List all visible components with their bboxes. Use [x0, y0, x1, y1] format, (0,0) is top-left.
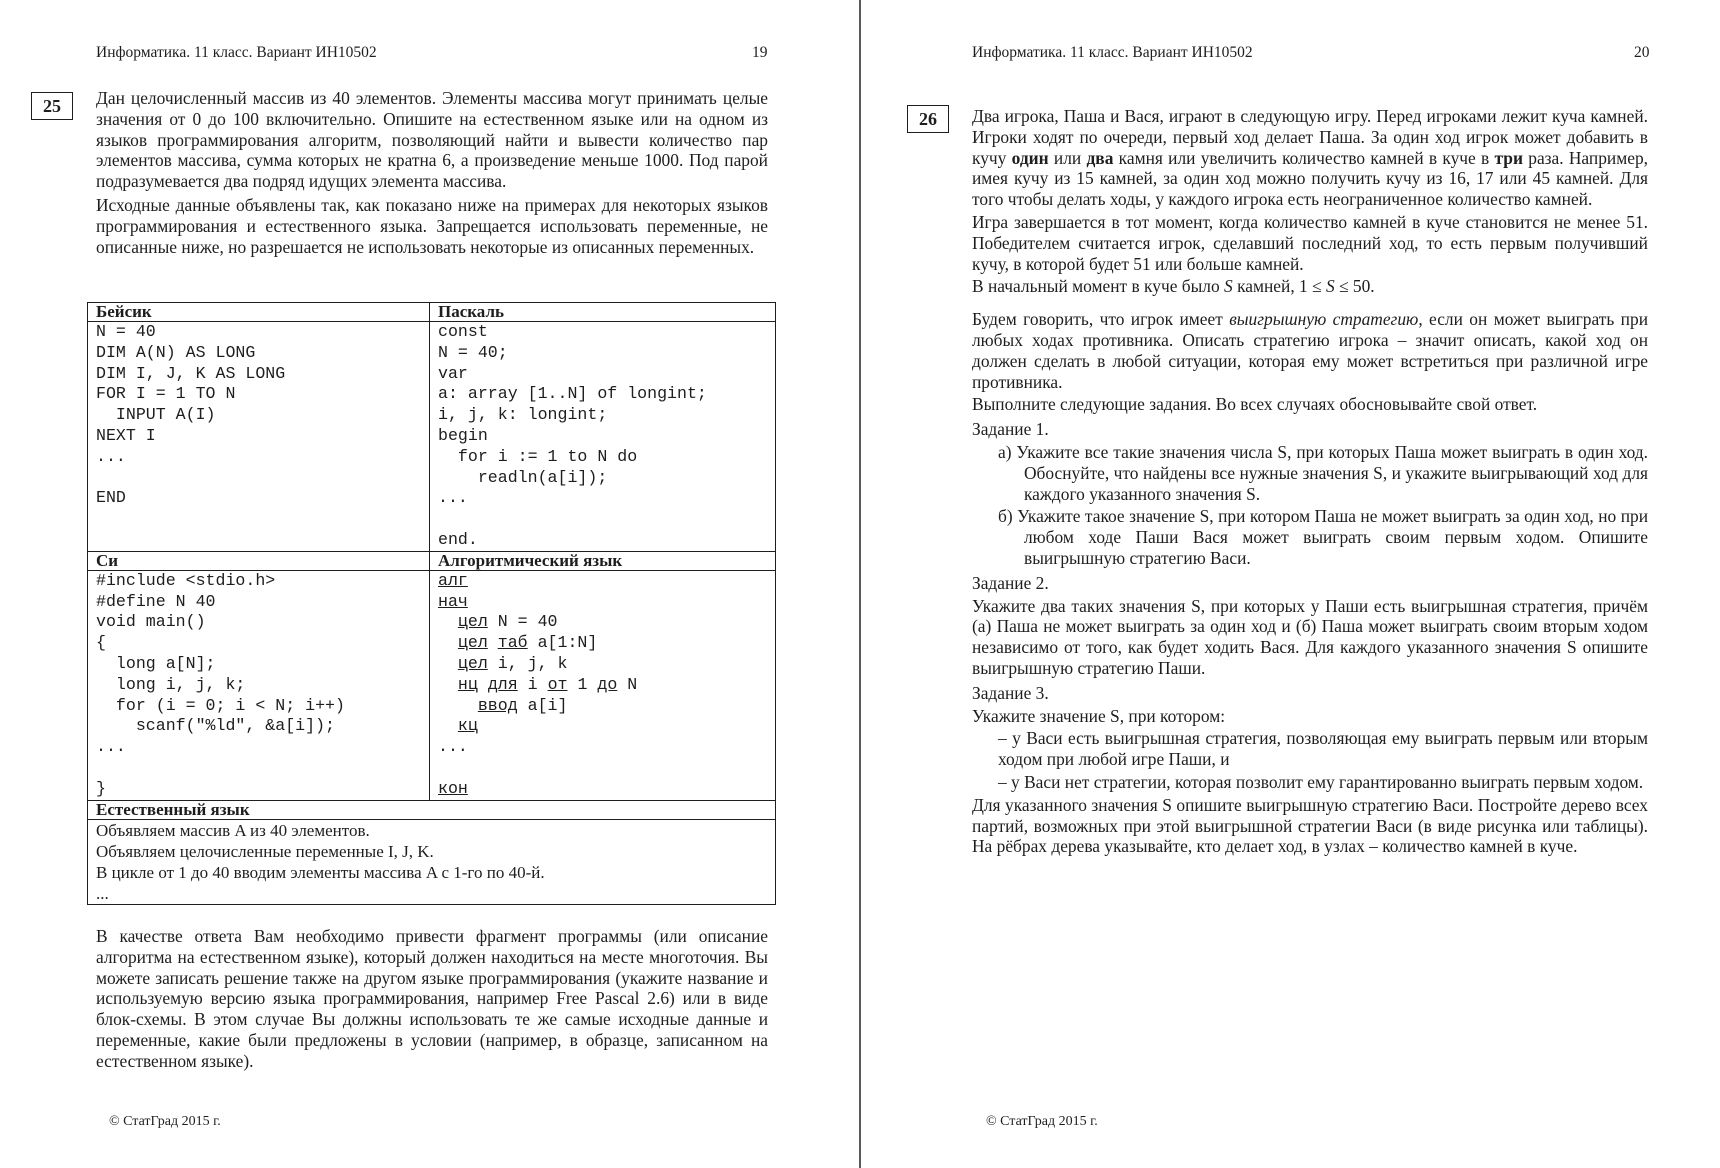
task-3-condition-2: – у Васи нет стратегии, которая позволит ему гарантированно выиграть первым ходом. — [998, 771, 1644, 792]
task-3-condition-1: – у Васи есть выигрышная стратегия, позволяющая ему выиграть первым или вторым ходом при любой игре Паши, и — [998, 728, 1648, 770]
task-26-paragraph-1 — [972, 106, 1648, 210]
algo-text: i, j, k — [487, 653, 568, 673]
task-2-heading: Задание 2. — [972, 572, 1049, 593]
left-page — [0, 0, 858, 1168]
algo-keyword-kc: кц — [457, 716, 478, 736]
algo-keyword-ot: от — [547, 674, 568, 694]
algo-text: N — [617, 674, 638, 694]
task-26-paragraph-3 — [972, 276, 1648, 297]
task-25-number: 25 — [31, 92, 73, 120]
text-run: камней, 1 ≤ — [1232, 276, 1326, 297]
algo-text: a[i] — [517, 695, 568, 715]
c-code-cell — [88, 570, 430, 800]
algo-text: N = 40 — [487, 612, 558, 632]
natural-header: Естественный язык — [88, 800, 776, 819]
task-3-heading: Задание 3. — [972, 682, 1049, 703]
bold-one: один — [1011, 147, 1049, 168]
natural-language-cell — [88, 819, 776, 904]
algo-text: 1 — [567, 674, 598, 694]
task-26-paragraph-4 — [972, 309, 1648, 392]
pascal-header: Паскаль — [430, 303, 776, 322]
spacer — [972, 299, 1648, 309]
left-page-number: 19 — [752, 44, 768, 61]
page-divider — [859, 0, 861, 1168]
winning-strategy-term: выигрышную стратегию — [1229, 309, 1419, 330]
task-26-paragraph-5: Выполните следующие задания. Во всех случаях обосновывайте свой ответ. — [972, 394, 1538, 415]
var-s: S — [1224, 276, 1233, 297]
task-26-paragraph-2: Игра завершается в тот момент, когда количество камней в куче становится не менее 51. Победителем считается игрок, сделавший последний ход, то есть первым получивший кучу, в которой будет 51 или больше камней. — [972, 211, 1648, 274]
task-25-intro — [96, 88, 768, 260]
text-run: ≤ 50. — [1334, 276, 1375, 297]
right-page — [862, 0, 1720, 1168]
algo-keyword-nc: нц — [457, 674, 478, 694]
text-run: камня или увеличить количество камней в куче в — [1113, 147, 1495, 168]
algo-text: i — [517, 674, 548, 694]
natural-line: В цикле от 1 до 40 вводим элементы массива A с 1-го по 40-й. — [96, 862, 545, 882]
right-page-footer: © СтатГрад 2015 г. — [986, 1114, 1098, 1129]
natural-line: Объявляем целочисленные переменные I, J, K. — [96, 841, 434, 861]
basic-header: Бейсик — [88, 303, 430, 322]
left-page-header: Информатика. 11 класс. Вариант ИН10502 — [96, 44, 377, 61]
algo-keyword-nach: нач — [438, 591, 468, 611]
bold-three: три — [1494, 147, 1523, 168]
pascal-code-cell — [430, 322, 776, 552]
right-page-number: 20 — [1634, 44, 1650, 61]
answer-paragraph: В качестве ответа Вам необходимо привести фрагмент программы (или описание алгоритма на естественном языке), который должен находиться на месте многоточия. Вы можете записать решение также на другом языке программирования (укажите название и используемую версию языка программирования, например Free Pascal 2.6) или в виде блок-схемы. В этом случае Вы должны использовать те же самые исходные данные и переменные, какие были предложены в условии (например, в образце, записанном на естественном языке). — [96, 926, 768, 1071]
text-run: , если он может выиграть при любых ходах противника. Описать стратегию игрока – значит описать, какой ход он должен сделать в любой ситуации, которая ему может встретиться при различной игре противника. — [972, 309, 1648, 392]
task-1-heading: Задание 1. — [972, 419, 1049, 440]
c-header: Си — [88, 551, 430, 570]
text-run: раза. Например, имея кучу из 15 камней, за один ход можно получить кучу из 16, 17 или 45 камней. Для того чтобы делать ходы, у каждого игрока есть неограниченное количество камней. — [972, 147, 1648, 210]
text-run: или — [1048, 147, 1087, 168]
algo-code — [438, 571, 767, 800]
algo-keyword-tab: таб — [497, 633, 528, 653]
algo-keyword-cel: цел — [457, 612, 488, 632]
algo-header: Алгоритмический язык — [430, 551, 776, 570]
algo-keyword-kon: кон — [438, 778, 468, 798]
algo-keyword-vvod: ввод — [477, 695, 518, 715]
task-26-text — [972, 106, 1648, 859]
text-run: Будем говорить, что игрок имеет — [972, 309, 1230, 330]
task-2-text: Укажите два таких значения S, при которых у Паши есть выигрышная стратегия, причём (а) Паша не может выиграть за один ход и (б) Паша может выиграть своим вторым ходом независимо от того, как будет ходить Вася. Для каждого указанного значения S опишите выигрышную стратегию Паши. — [972, 595, 1648, 678]
natural-line: ... — [96, 883, 109, 903]
algo-keyword-cel: цел — [457, 653, 488, 673]
task-25-answer-instructions — [96, 926, 768, 1075]
basic-code-cell — [88, 322, 430, 552]
basic-code: N = 40 DIM A(N) AS LONG DIM I, J, K AS LONG FOR I = 1 TO N INPUT A(I) NEXT I ... END — [96, 322, 286, 508]
task-3-text: Укажите значение S, при котором: — [972, 705, 1226, 726]
c-code: #include <stdio.h> #define N 40 void main() { long a[N]; long i, j, k; for (i = 0; i < N; i++) scanf("%ld", &a[i]); ... } — [96, 570, 345, 798]
task-25-paragraph-2: Исходные данные объявлены так, как показано ниже на примерах для некоторых языков программирования и естественного языка. Запрещается использовать переменные, не описанные ниже, но разрешается не использовать некоторые из описанных переменных. — [96, 194, 768, 257]
text-run: В начальный момент в куче было — [972, 276, 1225, 297]
task-26-number: 26 — [907, 105, 949, 133]
task-1b: б) Укажите такое значение S, при котором Паша не может выиграть за один ход, но при любом ходе Паши Вася может выиграть своим первым ходом. Опишите выигрышную стратегию Васи. — [998, 506, 1648, 568]
task-3-conclusion: Для указанного значения S опишите выигрышную стратегию Васи. Постройте дерево всех партий, возможных при этой выигрышной стратегии Васи (в виде рисунка или таблицы). На рёбрах дерева указывайте, кто делает ход, в узлах – количество камней в куче. — [972, 794, 1648, 857]
algo-code-cell — [430, 570, 776, 800]
algo-keyword-cel: цел — [457, 633, 488, 653]
algo-text: ... — [438, 737, 468, 757]
language-table — [87, 302, 776, 905]
text-run: Два игрока, Паша и Вася, играют в следующую игру. Перед игроками лежит куча камней. Игроки ходят по очереди, первый ход делает Паша. За один ход игрок может добавить в кучу — [972, 106, 1648, 168]
algo-text: a[1:N] — [527, 633, 598, 653]
algo-keyword-alg: алг — [438, 570, 468, 590]
natural-line: Объявляем массив A из 40 элементов. — [96, 820, 370, 840]
var-s: S — [1325, 276, 1335, 297]
left-page-footer: © СтатГрад 2015 г. — [109, 1114, 221, 1129]
algo-keyword-do: до — [597, 674, 618, 694]
pascal-code: const N = 40; var a: array [1..N] of longint; i, j, k: longint; begin for i := 1 to N do readln(a[i]); ... end. — [438, 322, 707, 549]
bold-two: два — [1086, 147, 1114, 168]
algo-keyword-dlya: для — [487, 674, 518, 694]
right-page-header: Информатика. 11 класс. Вариант ИН10502 — [972, 44, 1253, 61]
task-1a: а) Укажите все такие значения числа S, при которых Паша может выиграть в один ход. Обоснуйте, что найдены все нужные значения S, и укажите выигрывающий ход для каждого указанного значения S. — [998, 441, 1648, 504]
task-25-paragraph-1: Дан целочисленный массив из 40 элементов. Элементы массива могут принимать целые значения от 0 до 100 включительно. Опишите на естественном языке или на одном из языков программирования алгоритм, позволяющий найти и вывести количество пар элементов массива, сумма которых не кратна 6, а произведение меньше 1000. Под парой подразумевается два подряд идущих элемента массива. — [96, 88, 768, 192]
